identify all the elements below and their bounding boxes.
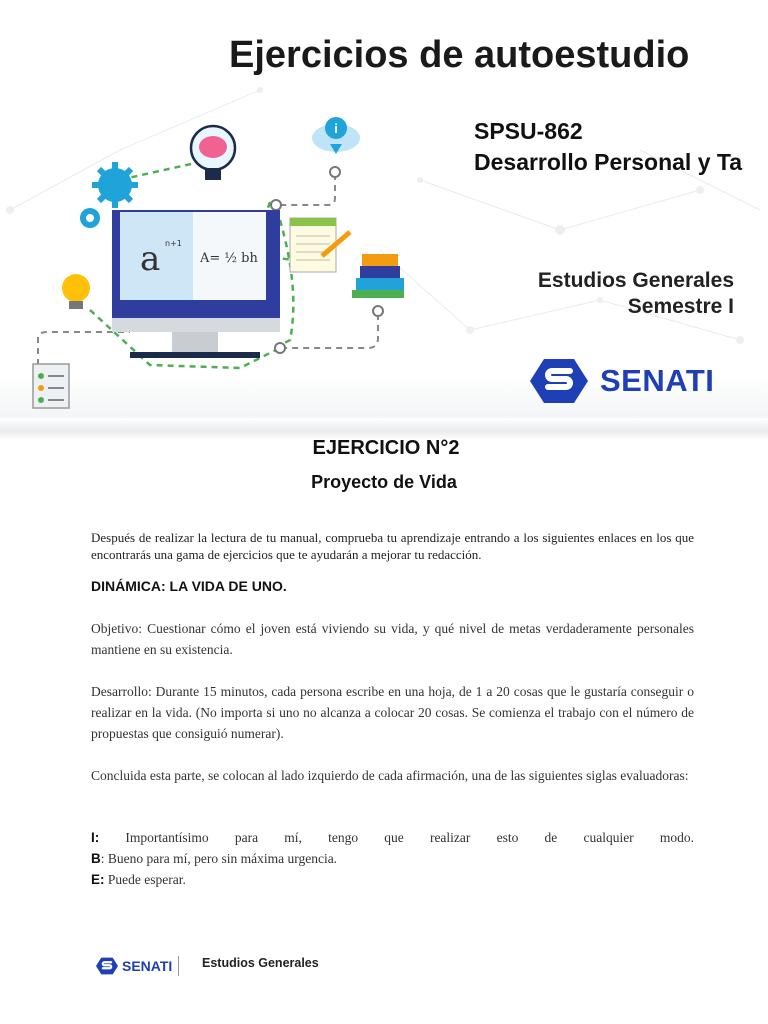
formula-area: A= ½ bh <box>200 251 258 266</box>
exercise-title: EJERCICIO N°2 <box>312 437 460 459</box>
semester-label: Semestre I <box>627 295 734 318</box>
books-icon <box>352 254 404 298</box>
department-label: Estudios Generales <box>537 269 734 292</box>
exercise-subtitle: Proyecto de Vida <box>311 472 457 492</box>
footer-text: Estudios Generales <box>202 956 319 970</box>
brain-bulb-icon <box>191 126 235 180</box>
dinamica-heading: DINÁMICA: LA VIDA DE UNO. <box>91 578 287 594</box>
footer-divider <box>178 956 179 976</box>
info-glyph: i <box>334 121 338 136</box>
sigla-item-e: E: Puede esperar. <box>91 872 186 887</box>
concluida-paragraph: Concluida esta parte, se colocan al lado izquierdo de cada afirmación, una de las siguientes siglas evaluadoras: <box>91 768 689 783</box>
sigla-item-i: I: Importantísimo para mí, tengo que realizar esto de cualquier modo. <box>91 830 694 845</box>
course-code: SPSU-862 <box>474 118 583 144</box>
objetivo-paragraph: Objetivo: Cuestionar cómo el joven está viviendo su vida, y qué nivel de metas verdaderamente personales mantiene en su existencia. <box>91 621 694 657</box>
sigla-item-b: B: Bueno para mí, pero sin máxima urgencia. <box>91 851 338 866</box>
desarrollo-paragraph: Desarrollo: Durante 15 minutos, cada persona escribe en una hoja, de 1 a 20 cosas que le gustaría conseguir o realizar en la vida. (No importa si uno no alcanza a colocar 20 cosas. Se comienza el trabajo con el número de propuestas que consiguió numerar). <box>91 684 694 741</box>
senati-emblem-icon <box>530 357 588 405</box>
footer-logo <box>96 953 179 979</box>
monitor-icon <box>112 210 280 358</box>
intro-paragraph: Después de realizar la lectura de tu manual, comprueba tu aprendizaje entrando a los siguientes enlaces en los que encontrarás una gama de ejercicios que te ayudarán a mejorar tu redacción. <box>91 530 694 562</box>
notepad-icon <box>290 218 350 272</box>
senati-logo-text: SENATI <box>600 363 715 398</box>
study-illustration <box>0 110 420 420</box>
info-cloud-icon <box>312 117 360 154</box>
siglas-list <box>91 827 694 890</box>
senati-emblem-icon <box>96 956 118 976</box>
checklist-icon <box>33 364 69 408</box>
formula-a: a <box>140 239 161 279</box>
lightbulb-icon <box>62 274 90 309</box>
footer-logo-text: SENATI <box>122 958 173 974</box>
formula-exponent: n+1 <box>165 239 182 248</box>
course-name: Desarrollo Personal y Ta <box>474 149 743 175</box>
main-title: Ejercicios de autoestudio <box>229 34 690 76</box>
senati-logo <box>530 355 730 407</box>
header-banner <box>0 0 768 440</box>
